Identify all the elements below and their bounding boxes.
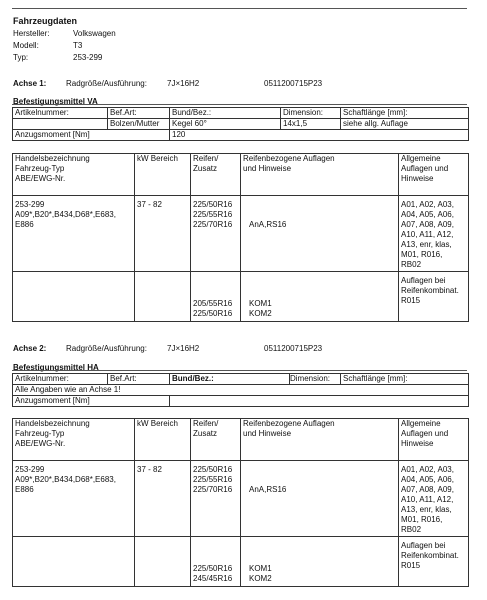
row-tire-requirements: AnA,RS16	[241, 461, 399, 537]
top-rule	[12, 8, 467, 9]
header-tire-requirements: Reifenbezogene Auflagen und Hinweise	[241, 419, 399, 461]
axle1-wheel-label: Radgröße/Ausführung:	[66, 79, 147, 88]
header-designation: Handelsbezeichnung Fahrzeug-Typ ABE/EWG-Nr.	[13, 154, 135, 196]
axle1-fastening-title: Befestigungsmittel VA	[13, 97, 98, 106]
fastening-ha-header-schaft: Schaftlänge [mm]:	[341, 374, 469, 385]
fastening-ha-header-article: Artikelnummer:	[13, 374, 108, 385]
fastening-ha-torque-value	[170, 396, 469, 407]
row-tires: 225/50R16 225/55R16 225/70R16	[191, 461, 241, 537]
combo-general: Auflagen bei Reifenkombinat. R015	[399, 272, 469, 322]
fastening-ha-same-as-axle1: Alle Angaben wie an Achse 1!	[13, 385, 469, 396]
combo-designation	[13, 272, 135, 322]
row-general: A01, A02, A03, A04, A05, A06, A07, A08, A09, A10, A11, A12, A13, enr, klas, M01, R016, RB02	[399, 461, 469, 537]
fastening-header-befart: Bef.Art:	[108, 108, 170, 119]
combo-kw	[135, 272, 191, 322]
axle1-label: Achse 1:	[13, 79, 47, 88]
row-kw: 37 - 82	[135, 196, 191, 272]
fastening-value-dimension: 14x1,5	[281, 119, 341, 130]
axle1-fastening-rule	[12, 104, 467, 105]
fastening-value-article	[13, 119, 108, 130]
model-value: T3	[73, 41, 83, 50]
fastening-value-schaft: siehe allg. Auflage	[341, 119, 469, 130]
axle1-part-no: 0511200715P23	[264, 79, 323, 88]
row-tire-requirements: AnA,RS16	[241, 196, 399, 272]
tire-table-axle1	[12, 153, 469, 322]
combo-kw	[135, 537, 191, 587]
manufacturer-label: Hersteller:	[13, 29, 50, 38]
fastening-header-article: Artikelnummer:	[13, 108, 108, 119]
tire-table-axle2	[12, 418, 469, 587]
manufacturer-value: Volkswagen	[73, 29, 116, 38]
row-general: A01, A02, A03, A04, A05, A06, A07, A08, A09, A10, A11, A12, A13, enr, klas, M01, R016, RB02	[399, 196, 469, 272]
combo-tires: 205/55R16 225/50R16	[191, 272, 241, 322]
axle2-wheel-size: 7J×16H2	[167, 344, 200, 353]
axle2-fastening-rule	[12, 370, 467, 371]
torque-value: 120	[170, 130, 469, 141]
fastening-header-bund: Bund/Bez.:	[170, 108, 281, 119]
fastening-ha-torque-label: Anzugsmoment [Nm]	[13, 396, 170, 407]
model-label: Modell:	[13, 41, 39, 50]
header-designation: Handelsbezeichnung Fahrzeug-Typ ABE/EWG-Nr.	[13, 419, 135, 461]
combo-tires: 225/50R16 245/45R16	[191, 537, 241, 587]
header-tire-requirements: Reifenbezogene Auflagen und Hinweise	[241, 154, 399, 196]
row-kw: 37 - 82	[135, 461, 191, 537]
fastening-table-ha	[12, 373, 469, 407]
header-kw: kW Bereich	[135, 419, 191, 461]
combo-general: Auflagen bei Reifenkombinat. R015	[399, 537, 469, 587]
combo-designation	[13, 537, 135, 587]
type-label: Typ:	[13, 53, 29, 62]
axle2-wheel-label: Radgröße/Ausführung:	[66, 344, 147, 353]
fastening-ha-header-dimension: Dimension:	[290, 374, 341, 385]
axle2-label: Achse 2:	[13, 344, 47, 353]
header-general: Allgemeine Auflagen und Hinweise	[399, 154, 469, 196]
fastening-ha-header-bund: Bund/Bez.:	[170, 374, 290, 385]
header-tires: Reifen/ Zusatz	[191, 154, 241, 196]
fastening-value-befart: Bolzen/Mutter	[108, 119, 170, 130]
vehicle-data-title: Fahrzeugdaten	[13, 16, 78, 26]
fastening-value-bund: Kegel 60°	[170, 119, 281, 130]
row-designation: 253-299 A09*,B20*,B434,D68*,E683, E886	[13, 196, 135, 272]
header-tires: Reifen/ Zusatz	[191, 419, 241, 461]
type-value: 253-299	[73, 53, 103, 62]
fastening-ha-header-befart: Bef.Art:	[108, 374, 170, 385]
header-kw: kW Bereich	[135, 154, 191, 196]
row-tires: 225/50R16 225/55R16 225/70R16	[191, 196, 241, 272]
combo-tire-requirements: KOM1 KOM2	[241, 537, 399, 587]
torque-label: Anzugsmoment [Nm]	[13, 130, 170, 141]
row-designation: 253-299 A09*,B20*,B434,D68*,E683, E886	[13, 461, 135, 537]
fastening-header-schaft: Schaftlänge [mm]:	[341, 108, 469, 119]
fastening-header-dimension: Dimension:	[281, 108, 341, 119]
combo-tire-requirements: KOM1 KOM2	[241, 272, 399, 322]
header-general: Allgemeine Auflagen und Hinweise	[399, 419, 469, 461]
fastening-table-va	[12, 107, 469, 141]
axle1-wheel-size: 7J×16H2	[167, 79, 200, 88]
axle2-fastening-title: Befestigungsmittel HA	[13, 363, 99, 372]
axle2-part-no: 0511200715P23	[264, 344, 323, 353]
